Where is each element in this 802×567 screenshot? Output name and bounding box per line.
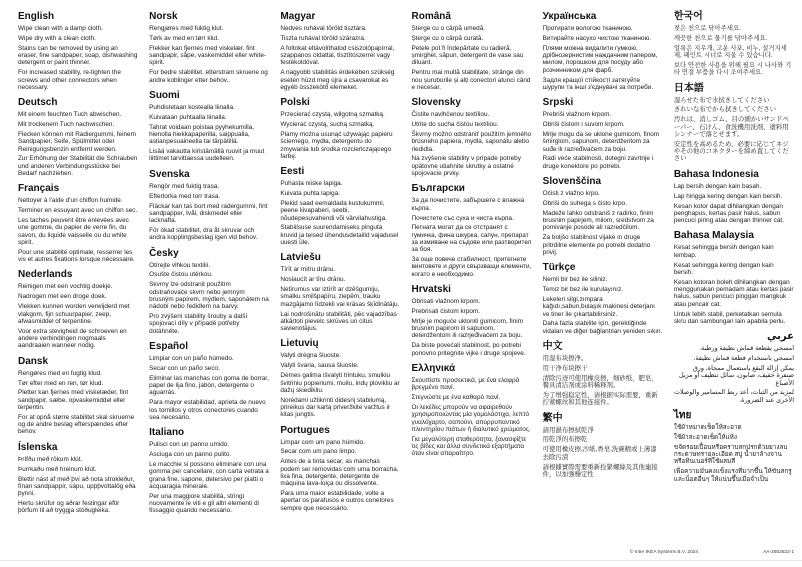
care-instruction: For at opnå større stabilitet skal skruerne og de andre beslag efterspændes efter behov. bbox=[18, 413, 135, 436]
care-instruction: ใช้ผ้าสะอาดเช็ดให้แห้ง bbox=[673, 433, 737, 441]
care-instruction: За да почистите, забършете с влажна кърпа. bbox=[411, 197, 525, 212]
language-section bbox=[149, 427, 269, 514]
care-instruction: Utrite do sucha čistou textíliou. bbox=[411, 121, 499, 129]
care-instruction: 为了增强稳定性，请根据实际需要，重新拧紧螺丝和其他连接件。 bbox=[542, 392, 658, 407]
care-instruction: Șterge cu o cârpă curată. bbox=[411, 34, 484, 42]
care-instruction: Lap bersih dengan kain basah. bbox=[673, 182, 762, 190]
care-instruction: Secar com um pano limpo. bbox=[280, 448, 357, 456]
language-title: Polski bbox=[280, 97, 310, 109]
care-instruction: For bedre stabilitet, etterstram skruene og andre koblinger etter behov.. bbox=[149, 69, 268, 84]
language-title: Česky bbox=[149, 247, 179, 259]
care-instruction: Wycierać czystą, suchą szmatką. bbox=[280, 121, 375, 129]
care-instruction: A foltokat eltávolíthatod csiszolópapírral, szappanos oldattal, tisztítószerrel vagy festékoldóval. bbox=[280, 44, 395, 67]
care-instruction: Noslaucīt ar tīru drānu. bbox=[280, 276, 346, 284]
language-title: ไทย bbox=[673, 410, 692, 421]
language-title: English bbox=[18, 11, 55, 22]
care-instruction: Otírejte vlhkou textilií. bbox=[149, 261, 211, 269]
care-instruction: 보다 안전한 사용을 위해 필요 시 나사와 기타 연결 부품을 다시 조여주세요. bbox=[673, 61, 792, 77]
care-instruction: Antes de a tinta secar, as manchas podem ser removidas com uma borracha, lixa fina, detergente, detergente de máquina lava-loiça ou dissolvente. bbox=[280, 458, 399, 488]
care-instruction: Radi veće stabilnosti, dotegni zavrtnje i druge konektore po potrebi. bbox=[542, 155, 654, 170]
language-section bbox=[149, 341, 269, 421]
language-title: Srpski bbox=[542, 97, 574, 109]
care-instruction: Nemli bir bez ile siliniz. bbox=[542, 276, 608, 284]
language-section bbox=[543, 262, 663, 335]
care-instruction: きれいな布でから拭きしてください bbox=[673, 106, 777, 114]
language-title: Türkçe bbox=[542, 262, 576, 274]
language-section bbox=[149, 90, 269, 163]
language-section bbox=[543, 341, 663, 407]
language-title: Dansk bbox=[18, 355, 49, 367]
care-instruction: ใช้ผ้าหมาดเช็ดให้สะอาด bbox=[673, 424, 742, 431]
language-section bbox=[543, 11, 663, 91]
care-instruction: Петната могат да се отстранят с гумичка, фина шкурка, сапун, препарат за измиване на съдове или разтворител за боя. bbox=[411, 224, 532, 254]
care-instruction: Stabiilsuse suurendamiseks pinguta kruvid ja teised ühendusdetailid vajadusel uuesti üle. bbox=[280, 224, 399, 246]
language-section bbox=[18, 269, 138, 349]
care-instruction: Dėmes galima išvalyti trintuku, smulkiu švitriniu popieriumi, muilu, indų plovikliu ar dažų skiedikliu. bbox=[280, 372, 400, 394]
language-title: 한국어 bbox=[673, 11, 703, 22]
language-title: Slovenščina bbox=[542, 176, 602, 188]
care-instruction: 請根據實際需要重新拴緊螺絲及其他連接件，以加強穩定性 bbox=[542, 463, 658, 478]
care-instruction: Lap hingga kering dengan kain bersih. bbox=[673, 192, 783, 200]
language-title: Suomi bbox=[149, 89, 180, 101]
language-title: Íslenska bbox=[18, 441, 58, 453]
language-title: Eesti bbox=[280, 166, 305, 178]
care-instruction: امسحي بقطعة قماش نظيفة ورطبة. bbox=[699, 345, 794, 353]
language-section bbox=[149, 248, 269, 335]
language-section bbox=[280, 11, 400, 91]
care-instruction: يمكن إزالة البقع باستعمال ممحاة، ورق صنفرة خفيف، صابون، سائل تنظيف أو مزيل الأصباغ bbox=[679, 364, 794, 387]
care-instruction: Škvrny možno odstrániť použitím jemného brúsneho papiera, mydla, saponátu alebo riedidla. bbox=[411, 130, 532, 153]
language-section bbox=[411, 97, 531, 177]
care-instruction: Para mayor estabilidad, aprieta de nuevo los tornillos y otros conectores cuando sea necesario. bbox=[149, 399, 266, 421]
footer-document-number: AA-2553522-1 bbox=[763, 550, 794, 555]
language-section bbox=[18, 97, 138, 177]
care-instruction: Lisää vakautta kiristämällä ruuvit ja muut liittimet tarvittaessa uudelleen. bbox=[149, 148, 265, 163]
language-section bbox=[543, 176, 663, 256]
care-instruction: Rengøres med en fugtig klud. bbox=[18, 369, 102, 377]
care-instruction: เพื่อความมั่นคงแข็งแรงที่มากขึ้น ให้ขันสกรูและน็อตอื่นๆ ให้แน่นขึ้นเมื่อจำเป็น bbox=[673, 468, 792, 483]
language-section bbox=[411, 11, 531, 91]
care-instruction: Limpiar con un paño húmedo. bbox=[149, 355, 234, 363]
care-instruction: Pour une stabilité optimale, resserrer les vis et autres fixations lorsque nécessaire. bbox=[18, 248, 135, 264]
care-instruction: Limpar com um pano húmido. bbox=[280, 438, 365, 446]
care-instruction: Petele pot fi îndepărtate cu radieră, șmirghel, săpun, detergent de vase sau diluant. bbox=[411, 44, 524, 67]
care-instruction: Kesan kotoran boleh dihilangkan dengan menggunakan pemadam atau kertas pasir halus, sabun pencuci pinggan mangkuk atau pencair cat. bbox=[673, 278, 794, 308]
language-title: Français bbox=[18, 183, 60, 195]
language-title: Latviešu bbox=[280, 252, 321, 264]
column-2 bbox=[149, 11, 269, 517]
language-title: Română bbox=[411, 11, 451, 22]
care-instruction: Čistite navlhčenou textíliou. bbox=[411, 111, 490, 119]
care-instruction: Le macchie si possono eliminare con una gomma per cancellare, con carta vetrata a grana fine, sapone, detersivo per piatti o acquaragia minerale. bbox=[149, 460, 269, 490]
care-instruction: Șterge cu o cârpă umedă. bbox=[411, 25, 486, 32]
care-instruction: امسحي باستخدام قطعة قماش نظيفة. bbox=[693, 355, 794, 363]
care-instruction: Vlekken kunnen worden verwijderd met vlakgom, fijn schuurpapier, zeep, afwasmiddel of terpentine. bbox=[18, 303, 130, 325]
care-instruction: Para uma maior estabilidade, volte a apertar os parafusos e outros conetores sempre que necessário. bbox=[280, 490, 394, 512]
bottom-rule bbox=[0, 560, 802, 561]
care-instruction: Протирати вологою тканиною. bbox=[542, 25, 633, 32]
care-instruction: Skvrny lze odstranit použitím odstraňovače skvrn nebo jemným brusným papírem, mýdlem, saponátem na nádobí nebo ředidlem na barvy. bbox=[149, 281, 269, 311]
language-title: Portugues bbox=[280, 424, 330, 436]
language-section bbox=[543, 97, 663, 170]
column-6 bbox=[674, 11, 794, 485]
care-instruction: För ökad stabilitet, dra åt skruvar och andra kopplingsbeslag igen vid behov. bbox=[149, 226, 258, 242]
care-instruction: Secar con un paño seco. bbox=[149, 364, 220, 372]
care-instruction: 얼룩은 지우개, 고운 사포, 비누, 설거지세제, 페인트 시너로 지울 수 있습니다. bbox=[673, 44, 787, 60]
language-title: Svenska bbox=[149, 168, 190, 180]
care-instruction: Витирайте насухо чистою тканиною. bbox=[542, 34, 652, 42]
care-instruction: لمزيد من الثبات، أعد ربط المسامير والوصلات الأخرى عند الضرورة. bbox=[673, 389, 794, 404]
care-instruction: 可使用橡皮擦,沙紙,香皂,洗碗精或上薄漆去除污漬 bbox=[542, 446, 657, 461]
care-instruction: Lekeleri silgi,zımpara kağıdı,sabun,bulaşık makinesi deterjanı ve tiner ile çıkartabilirsiniz. bbox=[542, 295, 655, 318]
care-instruction: Pulisci con un panno umido. bbox=[149, 441, 230, 449]
language-title: 中文 bbox=[542, 341, 563, 353]
language-title: Українська bbox=[542, 11, 597, 22]
care-instruction: Per una maggiore stabilità, stringi nuovamente le viti e gli altri elementi di fissaggio quando necessario. bbox=[149, 492, 259, 515]
language-section bbox=[18, 11, 138, 91]
care-instruction: Plamy można usunąć używając papieru ściernego, mydła, detergentu do zmywania lub środka rozcieńczającego farbę. bbox=[280, 130, 393, 160]
care-instruction: 젖은 천으로 닦아주세요. bbox=[673, 25, 741, 32]
care-instruction: Puhasta niiske lapiga. bbox=[280, 180, 343, 188]
care-instruction: 湿らせた布で水拭きしてください bbox=[673, 96, 770, 104]
care-instruction: 汚れは、消しゴム、目の細かいサンドペーパー、石けん、食洗機用洗剤、塗料用シンナーで落とせます。 bbox=[673, 116, 789, 138]
care-instruction: Mit einem feuchten Tuch abwischen. bbox=[18, 111, 122, 119]
care-instruction: Kesan kotor dapat dihilangkan dengan penghapus, kertas pasir halus, sabun pencuci piring atau dengan thinner cat. bbox=[673, 202, 784, 225]
care-instruction: Untuk lebih stabil, perketatkan semula skru dan sambungan lain apabila perlu. bbox=[673, 310, 786, 325]
language-section bbox=[280, 425, 400, 512]
language-section bbox=[18, 442, 138, 515]
care-instruction: 請用濕布擦拭乾淨 bbox=[542, 426, 594, 434]
care-instruction: Da biste povećali stabilnost, po potrebi ponovno pritegnite vijke i druge spojeve. bbox=[411, 342, 526, 357]
language-section bbox=[149, 11, 269, 84]
language-section bbox=[674, 331, 794, 404]
care-instruction: Lai nodrošinātu stabilitāti, pēc vajadzības atkārtoti pievelc skrūves un citus savienotājus. bbox=[280, 310, 397, 333]
care-instruction: Blettir nást af með því að nota strokleður, fínan sandpappír, sápu, uppþvottalög eða þynni. bbox=[18, 475, 136, 498]
care-instruction: Za boljšo stabilnost vijake in druge pritrdilne elemente po potrebi dodatno privij. bbox=[542, 234, 651, 256]
care-instruction: Σκουπίστε προσεκτικά, με ένα ελαφρά βρεγμένο πανί. bbox=[411, 376, 520, 392]
language-section bbox=[18, 183, 138, 263]
care-instruction: Flecken können mit Radiergummi, feinem Sandpapier, Seife, Spülmittel oder Reinigungsbenzin entfernt werden. bbox=[18, 130, 136, 153]
care-instruction: Asciuga con un panno pulito. bbox=[149, 451, 232, 459]
care-instruction: Temiz bir bez ile kurulayınız. bbox=[542, 286, 623, 294]
care-instruction: Rengör med fuktig trasa. bbox=[149, 182, 220, 190]
care-instruction: Tørk av med en tørr klut. bbox=[149, 34, 220, 42]
language-title: Slovensky bbox=[411, 97, 461, 109]
language-section bbox=[411, 183, 531, 278]
care-instruction: Daha fazla stabilite için, gerektiğinde vidaları ve diğer bağlantıları yeniden sıkın. bbox=[542, 320, 663, 335]
care-instruction: Norėdami užtikrinti didesnį stabilumą, prireikus dar kartą priveržkite varžtus ir kitas jungtis. bbox=[280, 396, 391, 419]
care-instruction: Stains can be removed by using an eraser, fine sandpaper, soap, dishwashing detergent or paint thinner. bbox=[18, 44, 138, 67]
care-instruction: Στεγνώστε με ένα καθαρό πανί. bbox=[411, 394, 501, 402]
care-instruction: Tiszta ruhával töröld szárazra. bbox=[280, 34, 366, 42]
care-instruction: 用干净布块擦干 bbox=[542, 364, 588, 372]
language-title: Български bbox=[411, 183, 465, 195]
language-section bbox=[411, 363, 531, 458]
language-title: Hrvatski bbox=[411, 284, 451, 296]
care-instruction: Pletter kan fjernes med viskelæder, fint sandpapir, sæbe, opvaskemiddel eller terpentin. bbox=[18, 389, 129, 411]
column-1 bbox=[18, 11, 138, 517]
care-instruction: Valyti drėgna šluoste. bbox=[280, 352, 341, 360]
care-instruction: Voor extra stevigheid de schroeven en andere verbindingen nogmaals aandraaien wanneer nodig. bbox=[18, 327, 127, 350]
care-instruction: 安定性を高めるため、必要に応じてネジやその他のコネクターを締め直してください bbox=[673, 140, 789, 163]
care-instruction: Задля кращої стійкості затягуйте шурупи та інші з'єднувачі за потреби. bbox=[542, 76, 654, 91]
care-instruction: Reinigen met een vochtig doekje. bbox=[18, 283, 113, 291]
care-instruction: Kesat sehingga bersih dengan kain lembap. bbox=[673, 244, 774, 259]
care-instruction: Madeže lahko odstraniš z radirko, finim brusnim papirjem, milom, sredstvom za pomivanje posode ali razredčilom. bbox=[542, 209, 654, 232]
language-title: Norsk bbox=[149, 11, 178, 22]
care-instruction: A nagyobb stabilitás érdekében szükség esetén húzd meg újra a csavarokat és egyéb összekötő elemeket. bbox=[280, 69, 395, 91]
care-instruction: Hertu skrúfur og aðrar festingar eftir þörfum til að tryggja stöðugleika. bbox=[18, 500, 120, 515]
care-instruction: Pro zvýšení stability šrouby a další spojovací díly v případě potřeby dotáhněte. bbox=[149, 313, 248, 335]
care-instruction: Kuivataan puhtaalla liinalla. bbox=[149, 113, 227, 121]
care-instruction: For increased stability, re-tighten the screws and other connectors when necessary. bbox=[18, 69, 121, 91]
language-section bbox=[674, 230, 794, 325]
care-instruction: Nedves ruhával töröld tisztára. bbox=[280, 25, 367, 32]
footer-copyright: © Inter IKEA Systems B.V. 2024 bbox=[629, 550, 698, 555]
care-instruction: Obriši čistom i suvom krpom. bbox=[542, 121, 625, 129]
care-instruction: Nadrogen met een droge doek. bbox=[18, 293, 107, 301]
language-title: Italiano bbox=[149, 427, 185, 439]
language-section bbox=[280, 252, 400, 332]
care-instruction: Obriši do suhega s čisto krpo. bbox=[542, 199, 627, 207]
care-instruction: Rengjøres med fuktig klut. bbox=[149, 25, 224, 32]
language-section bbox=[149, 169, 269, 242]
care-instruction: Očisti z vlažno krpo. bbox=[542, 190, 600, 198]
language-section bbox=[280, 166, 400, 246]
care-instruction: Terminer en essuyant avec un chiffon sec. bbox=[18, 207, 138, 215]
column-4 bbox=[411, 11, 531, 460]
care-instruction: Fläckar kan tas bort med radergummi, fint sandpapper, tvål, diskmedel eller lacknafta. bbox=[149, 202, 268, 225]
care-instruction: Kesat sehingga kering dengan kain bersih. bbox=[673, 261, 774, 276]
care-instruction: 用乾淨的布擦乾 bbox=[542, 436, 588, 444]
care-instruction: Mrlje je moguće ukloniti gumicom, finim brusnim papirom ili sapunom, deterdžentom ili razrjeđivačem za boju. bbox=[411, 317, 524, 340]
language-title: Magyar bbox=[280, 11, 316, 22]
care-instruction: Οι λεκέδες μπορούν να αφαιρεθούν χρησιμοποιώντας μία γομολάστιχα, λεπτό γυαλόχαρτο, σαπούνι, απορρυπαντικό πλυντηρίου πιάτων ή διαλυτικό χρώματος. bbox=[411, 404, 531, 433]
language-title: 繁中 bbox=[542, 412, 563, 424]
care-instruction: Prebriši vlažnom krpom. bbox=[542, 111, 612, 119]
care-instruction: Les taches peuvent être enlevées avec une gomme, du papier de verre fin, du savon, du liquide vaisselle ou du white spirit. bbox=[18, 217, 129, 246]
care-instruction: Obrisati vlažnom krpom. bbox=[411, 298, 481, 306]
care-instruction: Plekid saad eemaldada kustukummi, peene liivapaberi, seebi, nõudepesuvahendi või värvilahustiga. bbox=[280, 199, 387, 222]
care-instruction: Flekker kan fjernes med viskelær, fint sandpapir, såpe, vaskemiddel eller white-spirit. bbox=[149, 44, 267, 67]
care-instruction: Nettoyer à l'aide d'un chiffon humide. bbox=[18, 197, 123, 205]
language-title: Ελληνικά bbox=[411, 362, 456, 374]
column-3 bbox=[280, 11, 400, 515]
language-section bbox=[674, 83, 794, 163]
care-instruction: Eftertorka med torr trasa. bbox=[149, 192, 221, 200]
care-instruction: Puhdistetaan kostealla liinalla. bbox=[149, 103, 235, 111]
care-instruction: Valyti švaria, sausa šluoste. bbox=[280, 362, 359, 370]
language-title: Bahasa Indonesia bbox=[673, 168, 759, 180]
language-columns bbox=[18, 11, 794, 541]
care-instruction: Netīrumus var iztīrīt ar dzēšgumiju, smalku smilšpapīru, ziepēm, trauku mazgājamo līdzekli vai krāsas šķīdinātāju. bbox=[280, 286, 400, 308]
care-instruction: Pentru mai multă stabilitate, strânge din nou șuruburile și alți conectori atunci când e necesar. bbox=[411, 69, 531, 91]
care-instruction: Kuivata puhta lapiga. bbox=[280, 190, 341, 198]
care-instruction: Þurrkaðu með hreinum klút. bbox=[18, 465, 97, 473]
language-section bbox=[674, 11, 794, 77]
care-instruction: Mit trockenem Tuch nachwischen. bbox=[18, 121, 115, 129]
care-instruction: Wipe dry with a clean cloth. bbox=[18, 34, 96, 42]
language-section bbox=[674, 410, 794, 483]
language-section bbox=[18, 356, 138, 436]
language-title: Deutsch bbox=[18, 97, 58, 109]
language-title: Nederlands bbox=[18, 269, 73, 281]
care-instruction: Þrífðu með rökum klút. bbox=[18, 455, 83, 463]
care-instruction: ขจัดรอยเปื้อนหรือคราบสกปรกด้วยยางลบ กระดาษทรายละเอียด สบู่ น้ำยาล้างจาน หรือทินเนอร์ที่ใช้ผสมสี bbox=[673, 443, 788, 466]
care-instruction: Mrlje mogu da se uklone gumicom, finom šmirglom, sapunom, deterdžentom za suđe ili razređivačem za boju. bbox=[542, 130, 660, 153]
care-instruction: За още повече стабилност, притегнете винтовете и други свързващи елементи, когато е необходимо. bbox=[411, 256, 532, 278]
language-title: Bahasa Malaysia bbox=[673, 230, 754, 242]
language-section bbox=[280, 97, 400, 160]
care-instruction: 깨끗한 천으로 물기를 닦아주세요. bbox=[673, 34, 768, 42]
care-instruction: Για μεγαλύτερη σταθερότητα, ξανασφίξτε τις βίδες και άλλα συνδετικά εξαρτήματα όταν είναι απαραίτητο. bbox=[411, 435, 527, 458]
language-section bbox=[280, 338, 400, 418]
care-instruction: Wipe clean with a damp cloth. bbox=[18, 25, 103, 32]
care-instruction: Tahrat voidaan poistaa pyyhekumilla, hienolla hiekkapaperilla, saippualla, astianpesuaineella tai tärpätillä. bbox=[149, 123, 254, 146]
care-instruction: Eliminar las manchas con goma de borrar, papel de lija fino, jabón, detergente o aguarrás. bbox=[149, 374, 269, 397]
language-section bbox=[543, 413, 663, 479]
care-instruction: Почистете със суха и чиста кърпа. bbox=[411, 214, 514, 222]
care-instruction: 清除污迹可使用橡皮擦，细砂纸，肥皂，餐具清洁剂或涂料稀释剂。 bbox=[542, 374, 658, 390]
care-instruction: Na zvýšenie stability v prípade potreby opätovne utiahnite skrutky a ostatné spojovacie prvky. bbox=[411, 155, 521, 178]
care-instruction: Zur Erhöhung der Stabilität die Schrauben und anderen Verbindungsstücke bei Bedarf nachziehen. bbox=[18, 155, 138, 178]
care-instruction: 用湿布块擦净。 bbox=[542, 355, 588, 363]
language-title: عربي bbox=[767, 331, 794, 343]
language-title: 日本語 bbox=[673, 82, 704, 94]
care-instruction: Плями можна видалити гумкою, дрібнозернистим наждачним папером, милом, порошком для посуду або розчинником для фарб. bbox=[542, 44, 658, 74]
language-title: Lietuvių bbox=[280, 338, 319, 350]
care-instruction: Tør efter med en ren, tør klud. bbox=[18, 379, 104, 387]
care-instruction: Przecierać czystą, wilgotną szmatką. bbox=[280, 111, 385, 119]
column-5 bbox=[543, 11, 663, 481]
language-title: Español bbox=[149, 341, 189, 353]
language-section bbox=[674, 169, 794, 225]
care-instruction: Tīrīt ar mitru drānu. bbox=[280, 266, 336, 274]
care-instruction: Osušte čistou utěrkou. bbox=[149, 271, 213, 279]
language-section bbox=[411, 284, 531, 357]
care-instruction: Prebrisati čistom krpom. bbox=[411, 307, 481, 315]
